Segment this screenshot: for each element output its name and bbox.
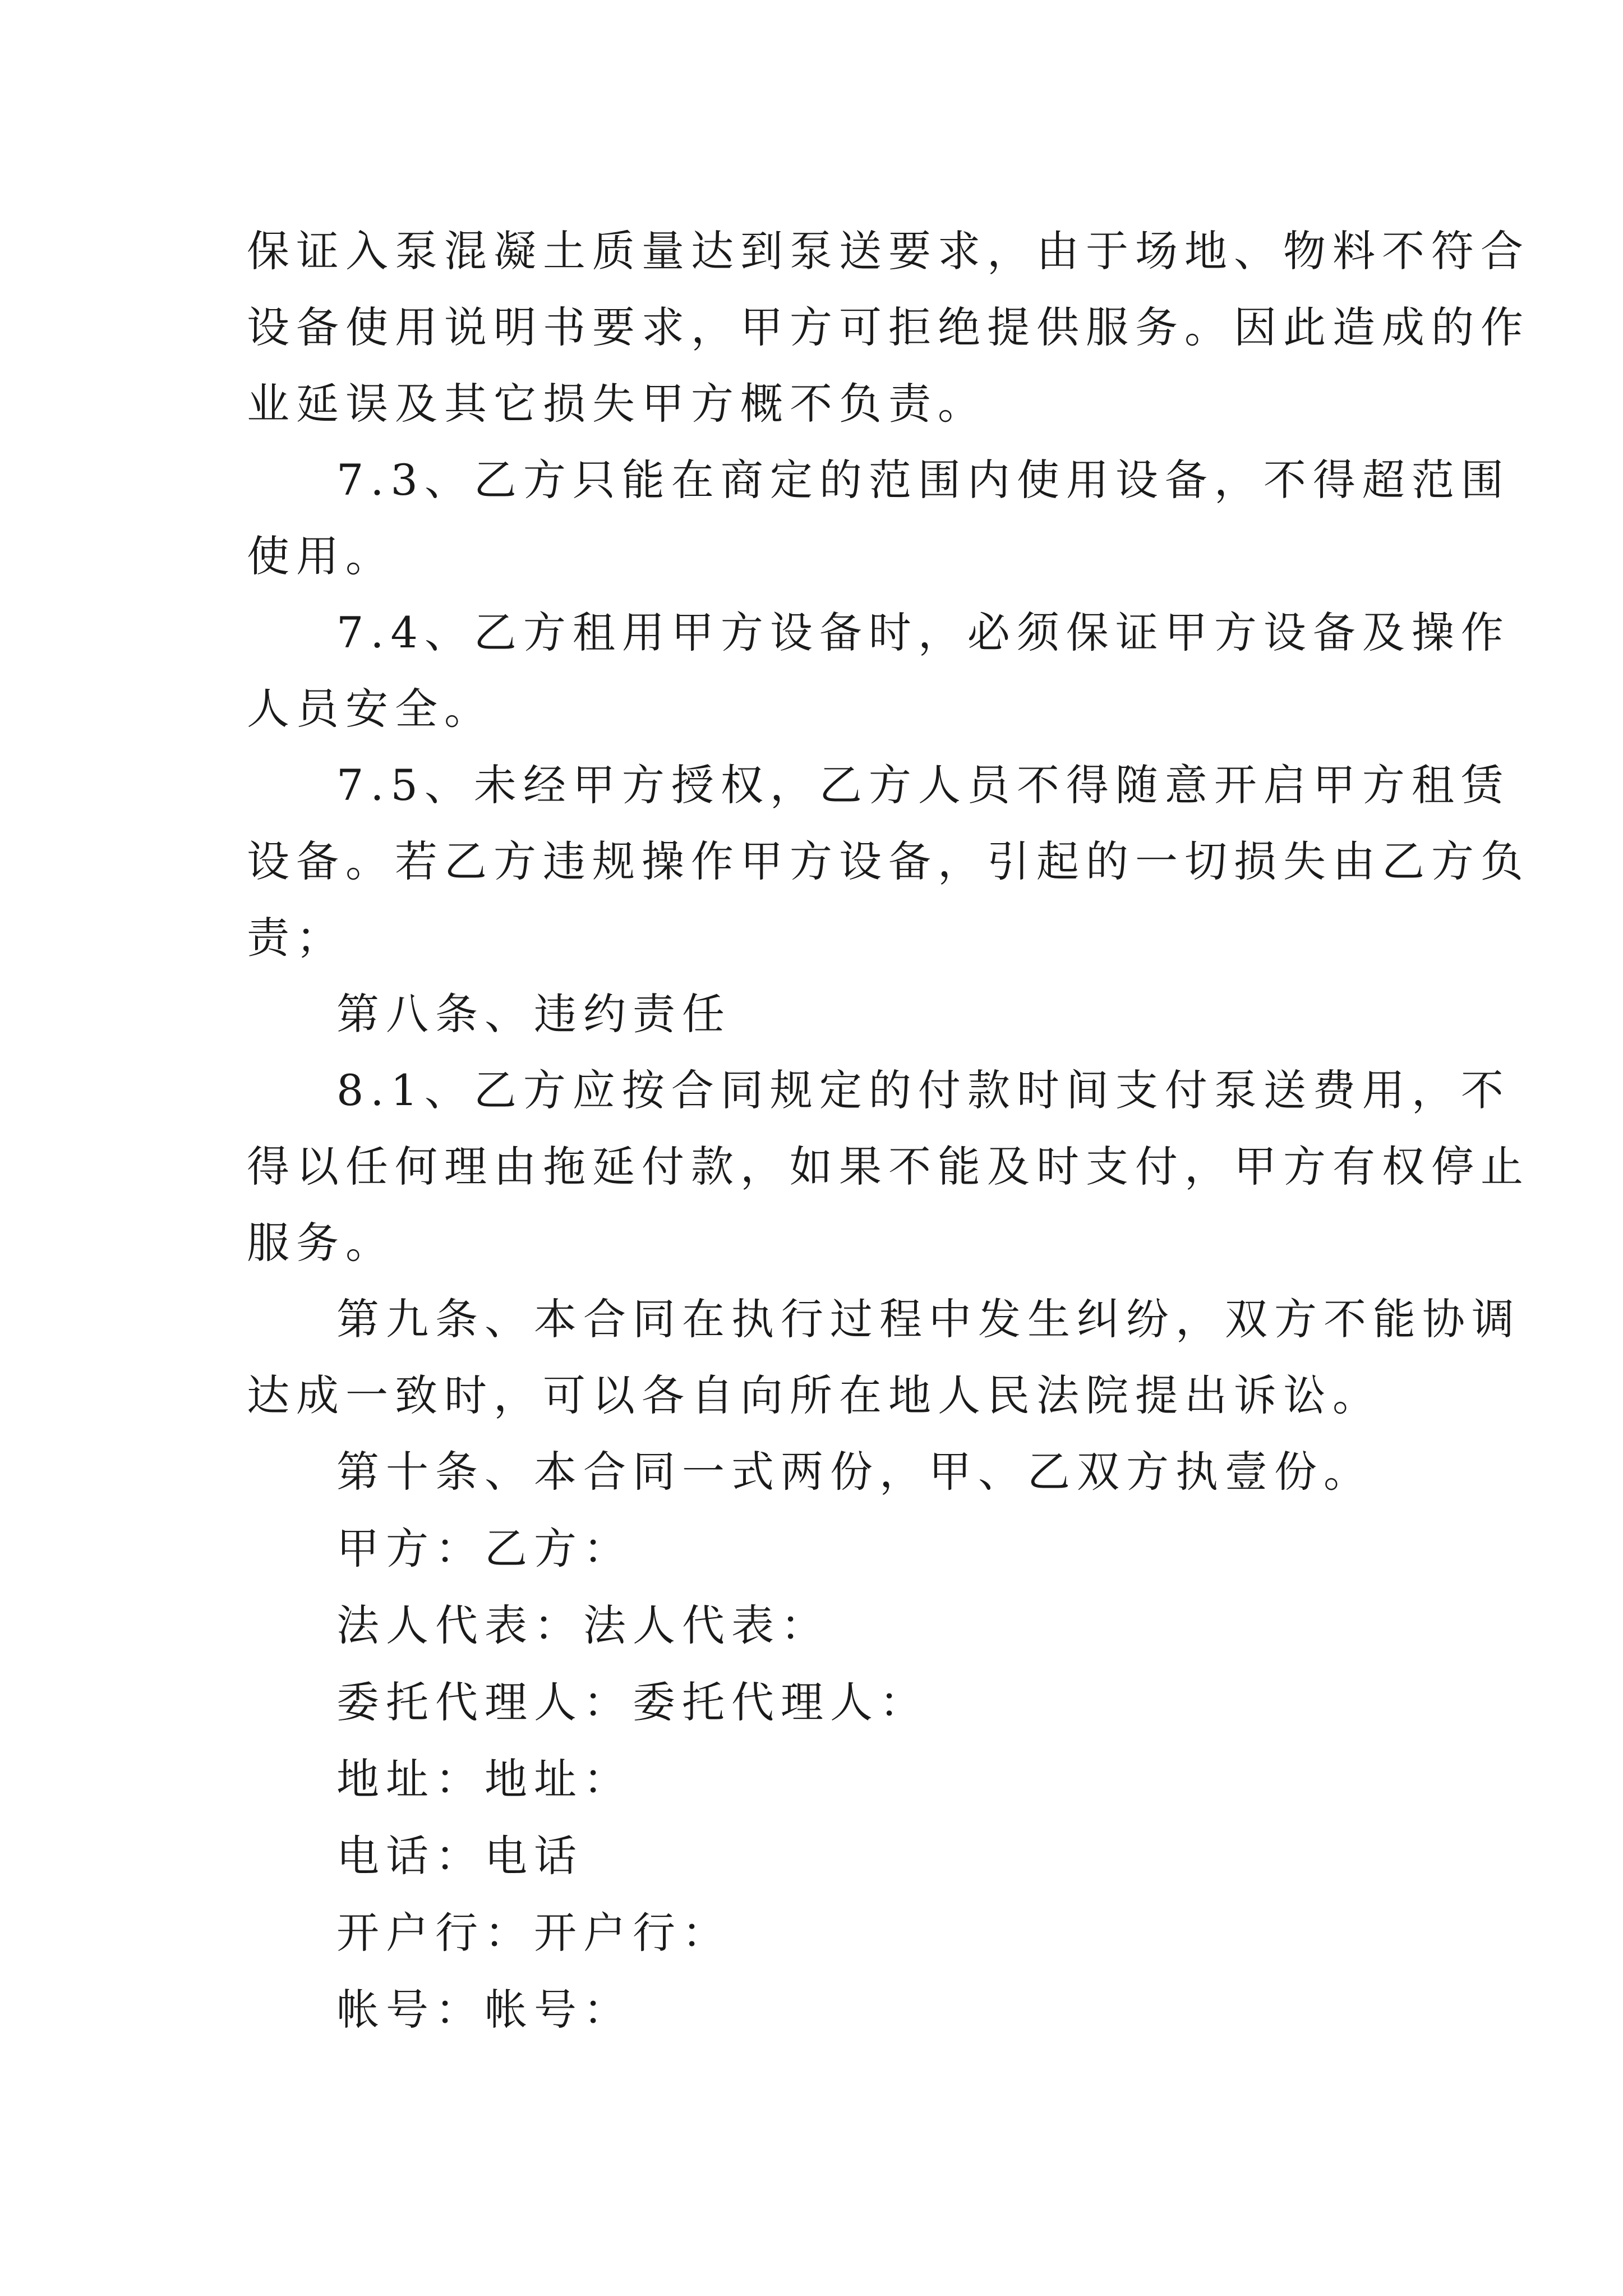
signature-legal-rep: 法人代表：法人代表： <box>336 1600 830 1650</box>
paragraph-line: 7.4、乙方租用甲方设备时，必须保证甲方设备及操作 <box>336 608 1510 657</box>
paragraph-line: 设备。若乙方违规操作甲方设备，引起的一切损失由乙方负 <box>247 836 1530 886</box>
document-body <box>247 213 1530 2048</box>
signature-address: 地址：地址： <box>336 1754 633 1804</box>
signature-agent: 委托代理人：委托代理人： <box>336 1677 929 1727</box>
clause-7-3 <box>247 442 1510 595</box>
paragraph-line: 设备使用说明书要求，甲方可拒绝提供服务。因此造成的作 <box>247 302 1530 352</box>
signature-bank: 开户行：开户行： <box>336 1908 731 1958</box>
clause-7-2-continuation <box>247 213 1530 442</box>
paragraph-line: 使用。 <box>247 531 395 581</box>
paragraph-line: 保证入泵混凝土质量达到泵送要求，由于场地、物料不符合 <box>247 226 1530 276</box>
paragraph-line: 第九条、本合同在执行过程中发生纠纷，双方不能协调 <box>336 1294 1521 1344</box>
paragraph-line: 责； <box>247 913 345 963</box>
signature-phone: 电话：电话 <box>336 1831 583 1881</box>
paragraph-line: 第十条、本合同一式两份，甲、乙双方执壹份。 <box>336 1447 1373 1497</box>
paragraph-line: 达成一致时，可以各自向所在地人民法院提出诉讼。 <box>247 1370 1382 1420</box>
paragraph-line: 7.5、未经甲方授权，乙方人员不得随意开启甲方租赁 <box>336 760 1510 810</box>
article-8-heading <box>247 976 1391 1052</box>
section-heading: 第八条、违约责任 <box>336 989 731 1039</box>
clause-7-4 <box>247 595 1510 747</box>
signature-block <box>247 1510 1391 2048</box>
paragraph-line: 7.3、乙方只能在商定的范围内使用设备，不得超范围 <box>336 455 1510 505</box>
paragraph-line: 得以任何理由拖延付款，如果不能及时支付，甲方有权停止 <box>247 1142 1530 1191</box>
signature-parties: 甲方：乙方： <box>336 1524 633 1573</box>
paragraph-line: 8.1、乙方应按合同规定的付款时间支付泵送费用，不 <box>336 1065 1510 1115</box>
paragraph-line: 业延误及其它损失甲方概不负责。 <box>247 379 987 429</box>
paragraph-line: 人员安全。 <box>247 684 494 734</box>
article-9 <box>247 1281 1521 1434</box>
article-10 <box>247 1434 1391 1510</box>
signature-account: 帐号：帐号： <box>336 1985 633 2035</box>
clause-7-5 <box>247 747 1530 976</box>
paragraph-line: 服务。 <box>247 1218 395 1268</box>
clause-8-1 <box>247 1052 1530 1281</box>
